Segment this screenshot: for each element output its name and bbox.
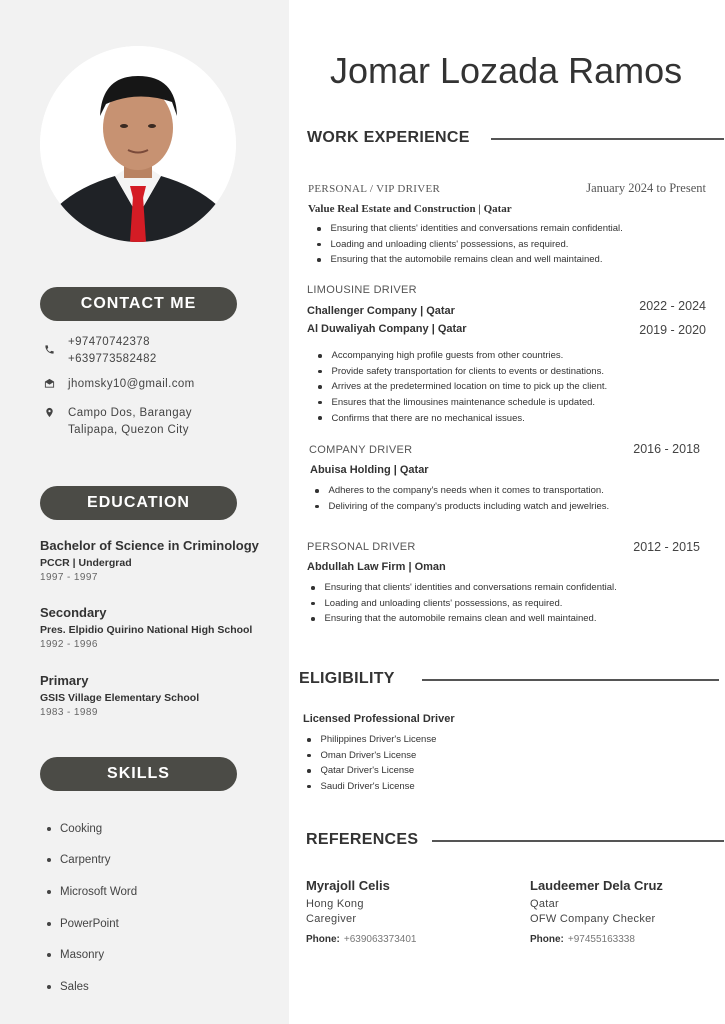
job-duty: Confirms that there are no mechanical issues.: [318, 410, 607, 426]
job-company: Abuisa Holding | Qatar: [310, 464, 429, 476]
skill-item: Microsoft Word: [47, 876, 137, 908]
job-date: January 2024 to Present: [586, 181, 706, 195]
education-years: 1983 - 1989: [40, 707, 98, 718]
license-list: [307, 732, 436, 794]
email-icon: [44, 376, 68, 389]
reference-name: Myrajoll Celis: [306, 878, 390, 893]
reference-name: Laudeemer Dela Cruz: [530, 878, 663, 893]
license-item: Qatar Driver's License: [307, 763, 436, 779]
job-date: 2022 - 2024: [639, 299, 706, 313]
job-company: Abdullah Law Firm | Oman: [307, 561, 446, 573]
job-duty: Adheres to the company's needs when it comes to transportation.: [315, 483, 609, 499]
skills-section-title: SKILLS: [40, 757, 237, 791]
education-item: [40, 605, 280, 650]
contact-email: [44, 376, 195, 393]
job-duty: Provide safety transportation for clients to events or destinations.: [318, 364, 607, 380]
section-divider: [432, 840, 724, 842]
contact-phones: [44, 334, 157, 368]
education-degree: Secondary: [40, 605, 107, 620]
job-duty: Ensuring that the automobile remains clean and well maintained.: [317, 252, 623, 268]
education-school: Pres. Elpidio Quirino National High School: [40, 624, 253, 636]
job-duty: Loading and unloading clients' possessions, as required.: [317, 237, 623, 253]
phone-number-2[interactable]: +639773582482: [68, 353, 157, 365]
job-duty: Ensuring that clients' identities and conversations remain confidential.: [311, 580, 617, 596]
skill-item: Sales: [47, 971, 137, 1003]
job-duty: Ensures that the limousines maintenance schedule is updated.: [318, 395, 607, 411]
education-item: [40, 673, 280, 718]
education-school: GSIS Village Elementary School: [40, 692, 200, 704]
education-school: PCCR | Undergrad: [40, 557, 132, 569]
job-duties: [311, 580, 617, 627]
job-title: COMPANY DRIVER: [309, 444, 413, 456]
reference-phone-row: [530, 934, 663, 945]
reference-phone-label: Phone:: [306, 934, 340, 945]
reference-role: Caregiver: [306, 913, 357, 925]
location-pin-icon: [44, 405, 68, 418]
job-duty: Ensuring that the automobile remains clean and well maintained.: [311, 611, 617, 627]
job-duty: Loading and unloading clients' possessions, as required.: [311, 596, 617, 612]
job-company: Challenger Company | Qatar: [307, 305, 455, 317]
education-item: [40, 538, 280, 583]
education-section-title: EDUCATION: [40, 486, 237, 520]
job-duties: [318, 348, 607, 426]
candidate-name: Jomar Lozada Ramos: [330, 50, 683, 91]
license-item: Philippines Driver's License: [307, 732, 436, 748]
profile-photo: [40, 46, 236, 242]
job-company: Al Duwaliyah Company | Qatar: [307, 323, 467, 335]
address-line-1: Campo Dos, Barangay: [68, 407, 192, 419]
reference-card: [306, 878, 416, 945]
job-duties: [315, 483, 609, 514]
education-years: 1997 - 1997: [40, 572, 98, 583]
work-experience-title: WORK EXPERIENCE: [307, 129, 470, 146]
reference-phone-label: Phone:: [530, 934, 564, 945]
eligibility-title: ELIGIBILITY: [299, 670, 395, 687]
eligibility-heading: Licensed Professional Driver: [303, 713, 455, 725]
reference-phone[interactable]: +639063373401: [343, 934, 417, 945]
skill-item: PowerPoint: [47, 908, 137, 940]
section-divider: [491, 138, 724, 140]
contact-address: [44, 405, 192, 439]
job-duties: [317, 221, 623, 268]
job-duty: Ensuring that clients' identities and conversations remain confidential.: [317, 221, 623, 237]
reference-location: Hong Kong: [306, 898, 364, 910]
reference-card: [530, 878, 663, 945]
education-degree: Primary: [40, 673, 89, 688]
references-title: REFERENCES: [306, 831, 419, 848]
reference-phone[interactable]: +97455163338: [567, 934, 635, 945]
job-title: LIMOUSINE DRIVER: [307, 284, 417, 296]
job-date: 2016 - 2018: [633, 442, 700, 456]
skill-item: Masonry: [47, 939, 137, 971]
contact-section-title: CONTACT ME: [40, 287, 237, 321]
reference-role: OFW Company Checker: [530, 913, 656, 925]
skill-item: Carpentry: [47, 845, 137, 877]
skill-item: Cooking: [47, 813, 137, 845]
address-line-2: Talipapa, Quezon City: [68, 424, 189, 436]
phone-icon: [44, 334, 68, 355]
reference-phone-row: [306, 934, 416, 945]
phone-number-1[interactable]: +97470742378: [68, 336, 150, 348]
education-years: 1992 - 1996: [40, 639, 98, 650]
section-divider: [422, 679, 719, 681]
job-title: PERSONAL / VIP DRIVER: [308, 183, 441, 195]
job-duty: Accompanying high profile guests from other countries.: [318, 348, 607, 364]
profile-photo-image: [40, 46, 236, 242]
job-company: Value Real Estate and Construction | Qatar: [308, 203, 512, 215]
job-duty: Deliviring of the company's products including watch and jewelries.: [315, 499, 609, 515]
license-item: Saudi Driver's License: [307, 779, 436, 795]
job-title: PERSONAL DRIVER: [307, 541, 416, 553]
license-item: Oman Driver's License: [307, 748, 436, 764]
education-degree: Bachelor of Science in Criminology: [40, 538, 259, 553]
job-duty: Arrives at the predetermined location on time to pick up the client.: [318, 379, 607, 395]
email-address[interactable]: jhomsky10@gmail.com: [68, 378, 195, 390]
job-date: 2012 - 2015: [633, 540, 700, 554]
skills-list: [47, 813, 137, 1003]
job-date: 2019 - 2020: [639, 323, 706, 337]
reference-location: Qatar: [530, 898, 560, 910]
